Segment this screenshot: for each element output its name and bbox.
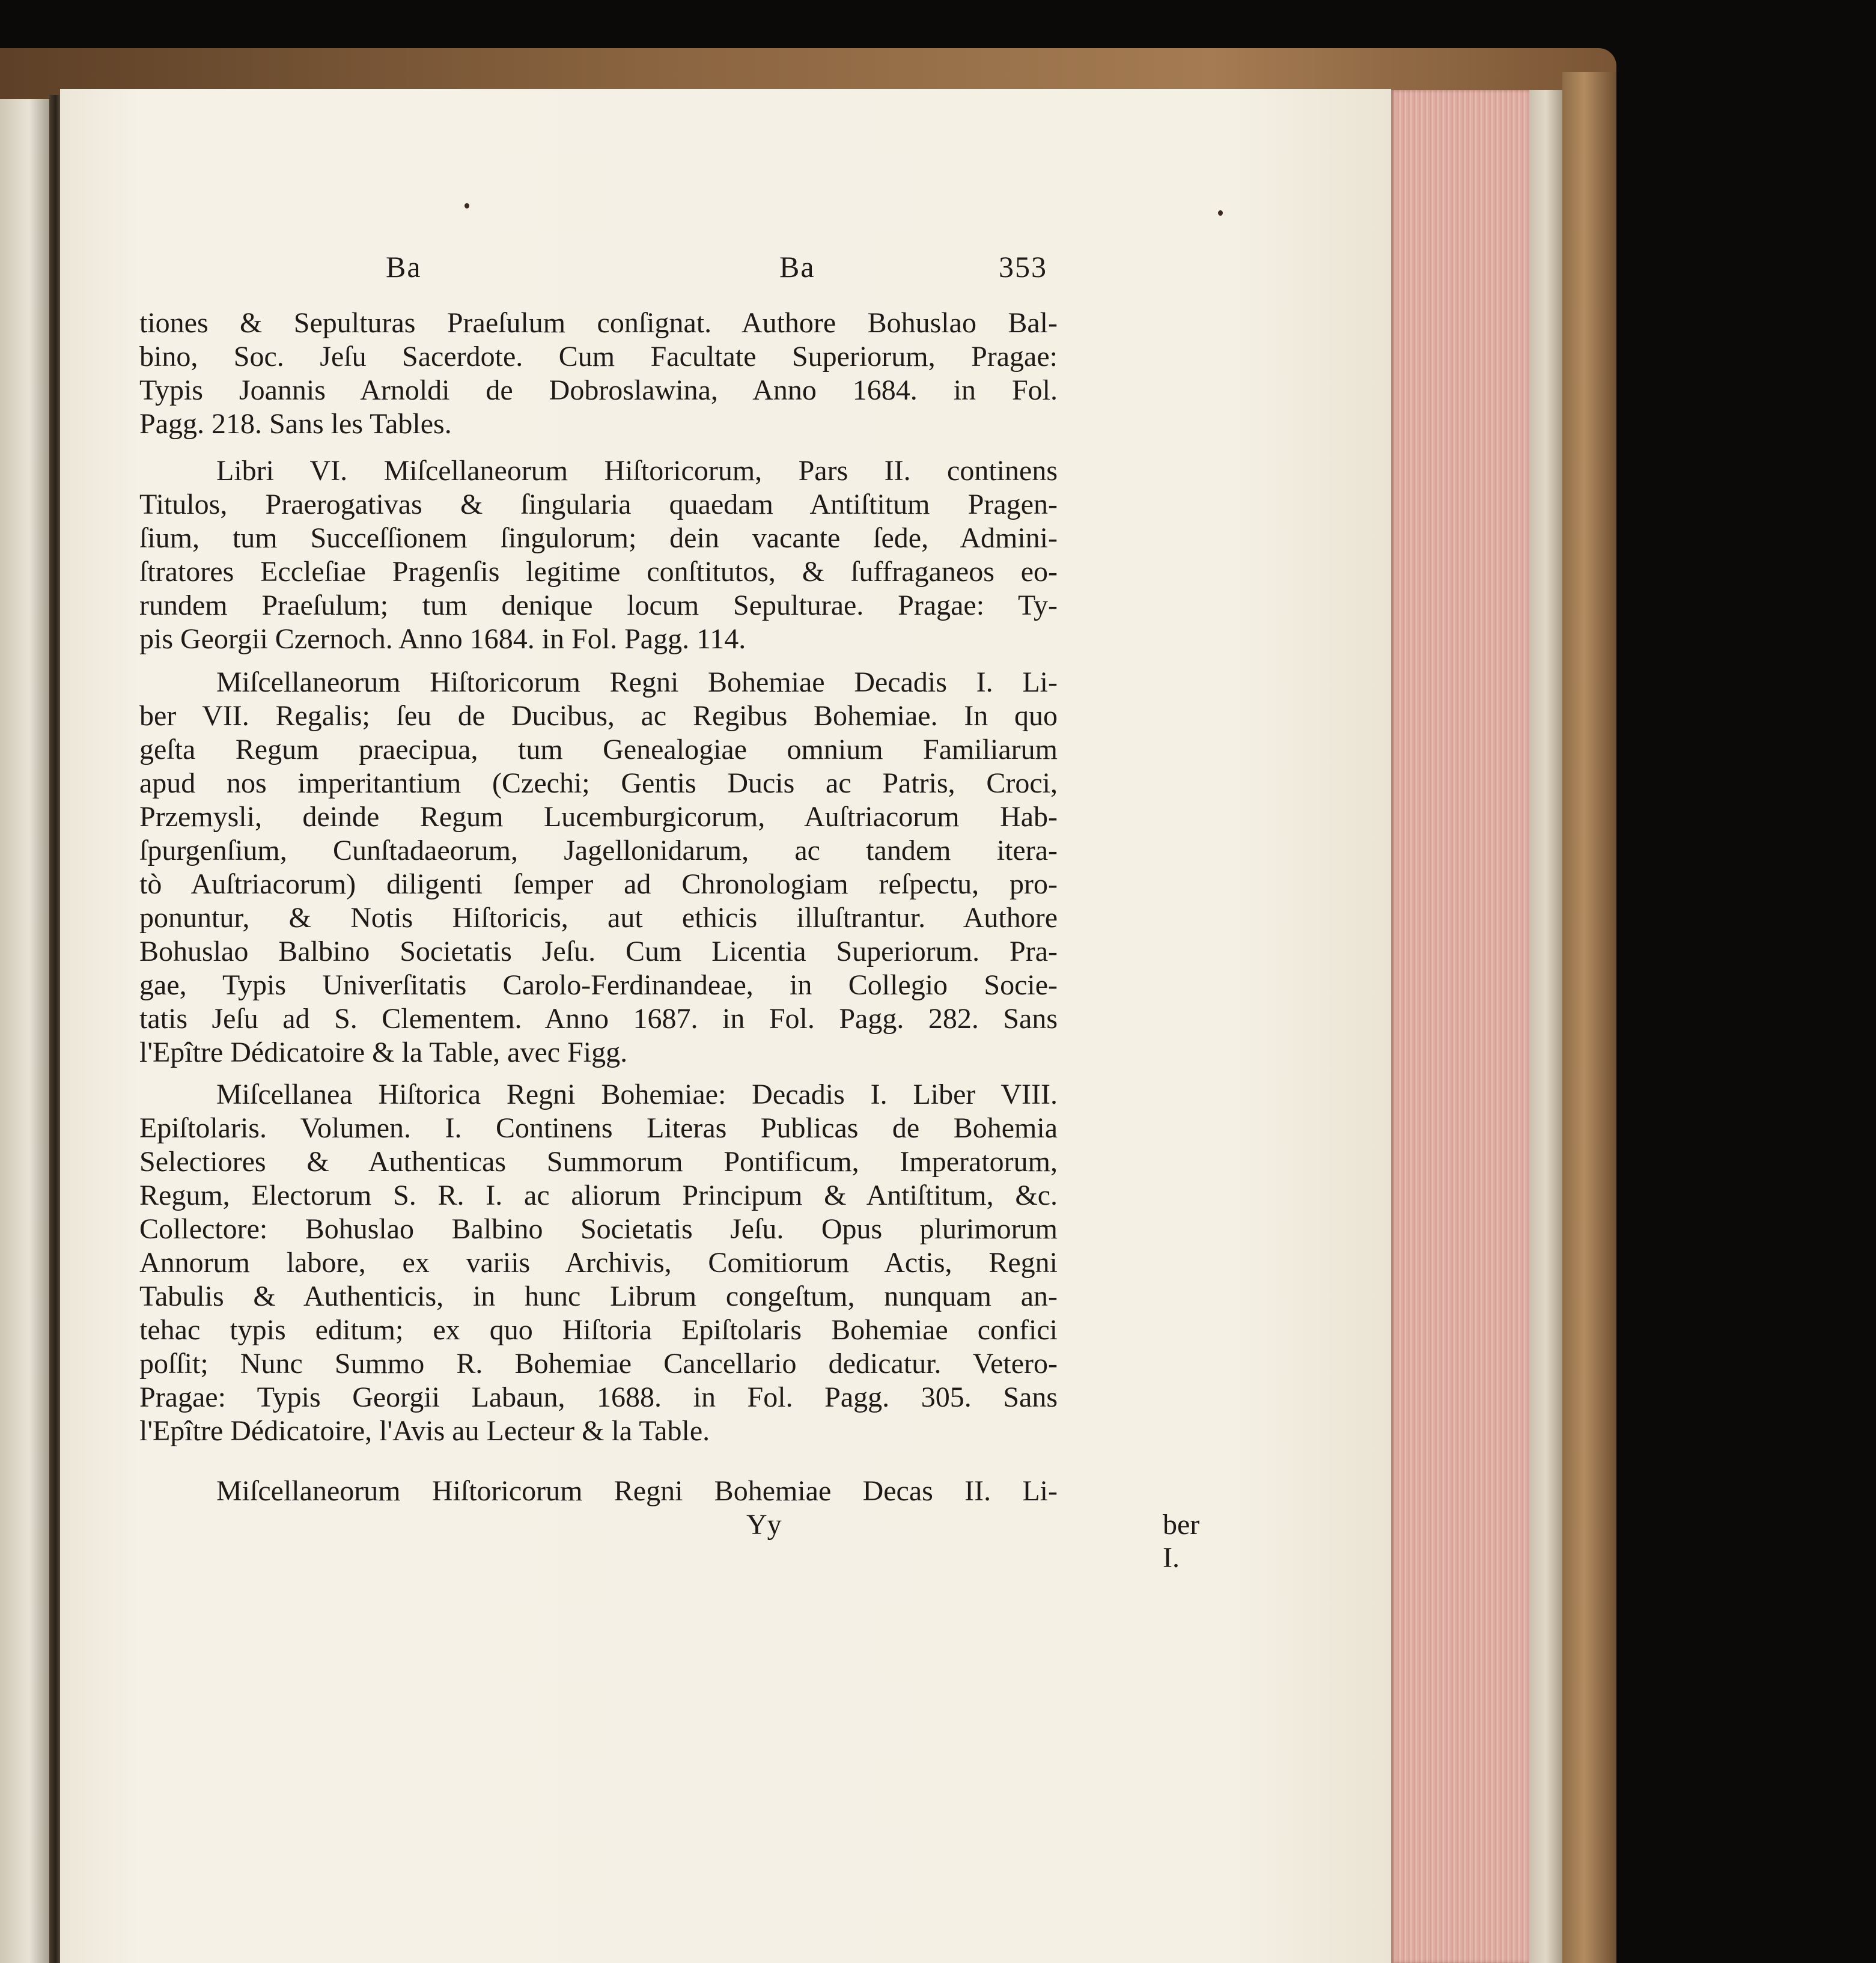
text-line: Miſcellaneorum Hiſtoricorum Regni Bohemiae Decadis I. Li- bbox=[216, 666, 1058, 698]
text-line: ber VII. Regalis; ſeu de Ducibus, ac Regibus Bohemiae. In quo bbox=[139, 700, 1058, 732]
text-line: tò Auſtriacorum) diligenti ſemper ad Chronologiam reſpectu, pro- bbox=[139, 868, 1058, 900]
ink-speck bbox=[464, 203, 469, 208]
text-line: Collectore: Bohuslao Balbino Societatis Jeſu. Opus plurimorum bbox=[139, 1213, 1058, 1245]
page-block-edge-lower bbox=[1529, 90, 1562, 1963]
text-line: Pagg. 218. Sans les Tables. bbox=[139, 408, 452, 440]
signature-mark: Yy bbox=[746, 1509, 782, 1541]
text-line: Libri VI. Miſcellaneorum Hiſtoricorum, Pars II. continens bbox=[216, 455, 1058, 487]
text-line: tiones & Sepulturas Praeſulum conſignat. Authore Bohuslao Bal- bbox=[139, 307, 1058, 339]
text-line: Tabulis & Authenticis, in hunc Librum congeſtum, nunquam an- bbox=[139, 1280, 1058, 1312]
cover-edge bbox=[1562, 72, 1616, 1963]
text-line: Miſcellanea Hiſtorica Regni Bohemiae: Decadis I. Liber VIII. bbox=[216, 1079, 1058, 1110]
running-head-left: Ba bbox=[386, 250, 422, 284]
page-number: 353 bbox=[999, 250, 1047, 284]
text-line: gae, Typis Univerſitatis Carolo-Ferdinandeae, in Collegio Socie- bbox=[139, 969, 1058, 1001]
text-line: ſium, tum Succeſſionem ſingulorum; dein vacante ſede, Admini- bbox=[139, 522, 1058, 554]
catchword: ber I. bbox=[1163, 1509, 1200, 1574]
text-line: Miſcellaneorum Hiſtoricorum Regni Bohemiae Decas II. Li- bbox=[216, 1475, 1058, 1507]
text-line: poſſit; Nunc Summo R. Bohemiae Cancellario dedicatur. Vetero- bbox=[139, 1348, 1058, 1380]
text-line: Regum, Electorum S. R. I. ac aliorum Principum & Antiſtitum, &c. bbox=[139, 1179, 1058, 1211]
text-line: rundem Praeſulum; tum denique locum Sepulturae. Pragae: Ty- bbox=[139, 589, 1058, 621]
text-line: Przemysli, deinde Regum Lucemburgicorum, Auſtriacorum Hab- bbox=[139, 801, 1058, 833]
text-line: ſtratores Eccleſiae Pragenſis legitime conſtitutos, & ſuffraganeos eo- bbox=[139, 556, 1058, 588]
text-line: l'Epître Dédicatoire, l'Avis au Lecteur & la Table. bbox=[139, 1415, 710, 1447]
text-line: Annorum labore, ex variis Archivis, Comitiorum Actis, Regni bbox=[139, 1247, 1058, 1279]
text-line: Pragae: Typis Georgii Labaun, 1688. in Fol. Pagg. 305. Sans bbox=[139, 1381, 1058, 1413]
ink-speck bbox=[1218, 210, 1223, 216]
text-line: tatis Jeſu ad S. Clementem. Anno 1687. in Fol. Pagg. 282. Sans bbox=[139, 1003, 1058, 1035]
text-line: tehac typis editum; ex quo Hiſtoria Epiſtolaris Bohemiae confici bbox=[139, 1314, 1058, 1346]
text-line: Typis Joannis Arnoldi de Dobroslawina, Anno 1684. in Fol. bbox=[139, 374, 1058, 406]
text-line: ponuntur, & Notis Hiſtoricis, aut ethicis illuſtrantur. Authore bbox=[139, 902, 1058, 934]
page-block-edge bbox=[1391, 90, 1529, 1963]
text-line: Selectiores & Authenticas Summorum Pontificum, Imperatorum, bbox=[139, 1146, 1058, 1178]
left-page-edge bbox=[0, 99, 53, 1963]
text-line: pis Georgii Czernoch. Anno 1684. in Fol. Pagg. 114. bbox=[139, 623, 746, 655]
text-line: Bohuslao Balbino Societatis Jeſu. Cum Licentia Superiorum. Pra- bbox=[139, 936, 1058, 967]
running-head-center: Ba bbox=[779, 250, 815, 284]
text-line: ſpurgenſium, Cunſtadaeorum, Jagellonidarum, ac tandem itera- bbox=[139, 835, 1058, 866]
text-line: apud nos imperitantium (Czechi; Gentis Ducis ac Patris, Croci, bbox=[139, 767, 1058, 799]
text-line: bino, Soc. Jeſu Sacerdote. Cum Facultate Superiorum, Pragae: bbox=[139, 341, 1058, 373]
text-line: geſta Regum praecipua, tum Genealogiae omnium Familiarum bbox=[139, 734, 1058, 765]
text-line: Titulos, Praerogativas & ſingularia quaedam Antiſtitum Pragen- bbox=[139, 488, 1058, 520]
text-line: Epiſtolaris. Volumen. I. Continens Literas Publicas de Bohemia bbox=[139, 1112, 1058, 1144]
text-line: l'Epître Dédicatoire & la Table, avec Figg. bbox=[139, 1036, 628, 1068]
